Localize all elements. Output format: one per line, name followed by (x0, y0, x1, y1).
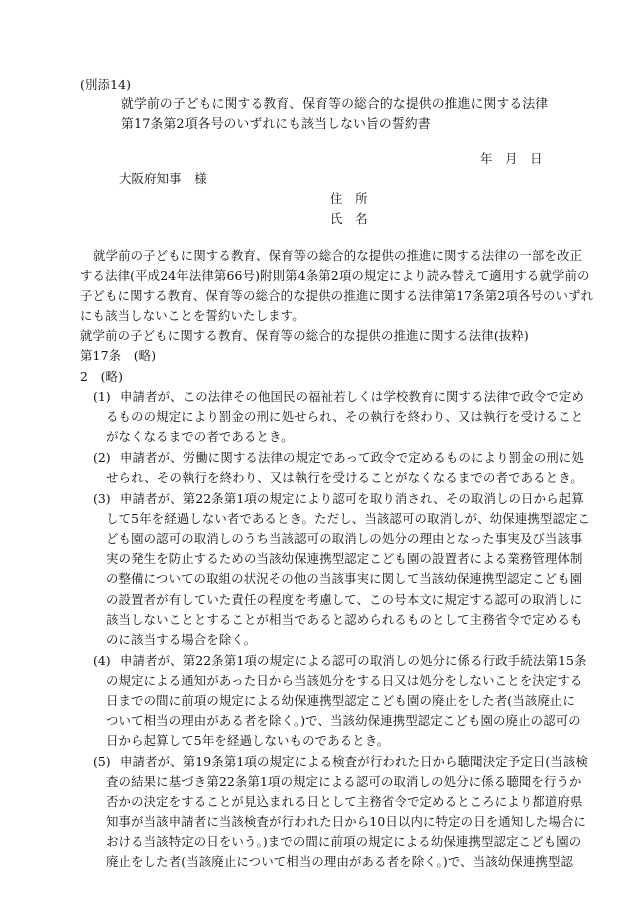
item-line: せられ、その執行を終わり、又は執行を受けることがなくなるまでの者であるとき。 (106, 470, 583, 485)
item-line: の設置者が有していた責任の程度を考慮して、この号本文に規定する認可の取消しに (106, 592, 583, 607)
item-line: 申請者が、労働に関する法律の規定であって政令で定めるものにより罰金の刑に処 (120, 450, 584, 465)
pledge-line: する法律(平成24年法律第66号)附則第4条第2項の規定により読み替えて適用する就学前の (80, 268, 590, 283)
item-line: のに該当する場合を除く。 (106, 632, 257, 647)
paragraph-2-label: 2 (略) (80, 369, 124, 384)
item-line: 申請者が、この法律その他国民の福祉若しくは学校教育に関する法律で政令で定め (120, 389, 585, 404)
excerpt-heading: 就学前の子どもに関する教育、保育等の総合的な提供の推進に関する法律(抜粋) (80, 328, 529, 343)
pledge-line: 子どもに関する教育、保育等の総合的な提供の推進に関する法律第17条第2項各号のいずれ (80, 288, 594, 303)
item-line: して5年を経過しない者であるとき。ただし、当該認可の取消しが、幼保連携型認定こ (106, 511, 591, 526)
pledge-line: 就学前の子どもに関する教育、保育等の総合的な提供の推進に関する法律の一部を改正 (93, 248, 583, 263)
annex-label: (別添14) (80, 77, 132, 92)
item-number: (5) (93, 754, 111, 769)
pledge-line: にも該当しないことを誓約いたします。 (80, 308, 305, 323)
item-line: ついて相当の理由がある者を除く。)で、当該幼保連携型認定こども園の廃止の認可の (106, 713, 581, 728)
article-label: 第17条 (略) (80, 348, 157, 363)
date-line: 年 月 日 (480, 151, 543, 166)
item-line: の規定による通知があった日から当該処分をする日又は処分をしないことを決定する (106, 673, 583, 688)
item-line: るものの規定により罰金の刑に処せられ、その執行を終わり、又は執行を受けること (106, 409, 584, 424)
item-line: 査の結果に基づき第22条第1項の規定による認可の取消しの処分に係る聴聞を行うか (106, 774, 582, 789)
item-line: 申請者が、第22条第1項の規定により認可を取り消され、その取消しの日から起算 (120, 491, 584, 506)
item-number: (4) (93, 653, 111, 668)
item-line: 知事が当該申請者に当該検査が行われた日から10日以内に特定の日を通知した場合に (106, 814, 587, 829)
item-line: ども園の認可の取消しのうち当該認可の取消しの処分の理由となった事実及び当該事 (106, 531, 583, 546)
item-line: 実の発生を防止するための当該幼保連携型認定こども園の設置者による業務管理体制 (106, 551, 583, 566)
item-number: (3) (93, 491, 111, 506)
name-label: 氏 名 (330, 211, 368, 226)
item-line: 申請者が、第22条第1項の規定による認可の取消しの処分に係る行政手続法第15条 (120, 653, 587, 668)
item-line: の整備についての取組の状況その他の当該事実に関して当該幼保連携型認定こども園 (106, 571, 583, 586)
title-line-2: 第17条第2項各号のいずれにも該当しない旨の誓約書 (121, 117, 431, 132)
addressee: 大阪府知事 様 (119, 171, 207, 186)
item-number: (1) (93, 389, 111, 404)
item-line: 申請者が、第19条第1項の規定による検査が行われた日から聴聞決定予定日(当該検 (120, 754, 589, 769)
item-line: 日までの間に前項の規定による幼保連携型認定こども園の廃止をした者(当該廃止に (106, 693, 575, 708)
title-line-1: 就学前の子どもに関する教育、保育等の総合的な提供の推進に関する法律 (121, 97, 549, 112)
item-line: がなくなるまでの者であるとき。 (106, 429, 294, 444)
item-line: 否かの決定をすることが見込まれる日として主務省令で定めるところにより都道府県 (106, 794, 583, 809)
item-line: 廃止をした者(当該廃止について相当の理由がある者を除く。)で、当該幼保連携型認 (106, 854, 574, 869)
item-number: (2) (93, 450, 111, 465)
address-label: 住 所 (330, 191, 368, 206)
item-line: 日から起算して5年を経過しないものであるとき。 (106, 733, 390, 748)
item-line: 該当しないこととすることが相当であると認められるものとして主務省令で定めるも (106, 612, 583, 627)
item-line: おける当該特定の日をいう。)までの間に前項の規定による幼保連携型認定こども園の (106, 834, 582, 849)
